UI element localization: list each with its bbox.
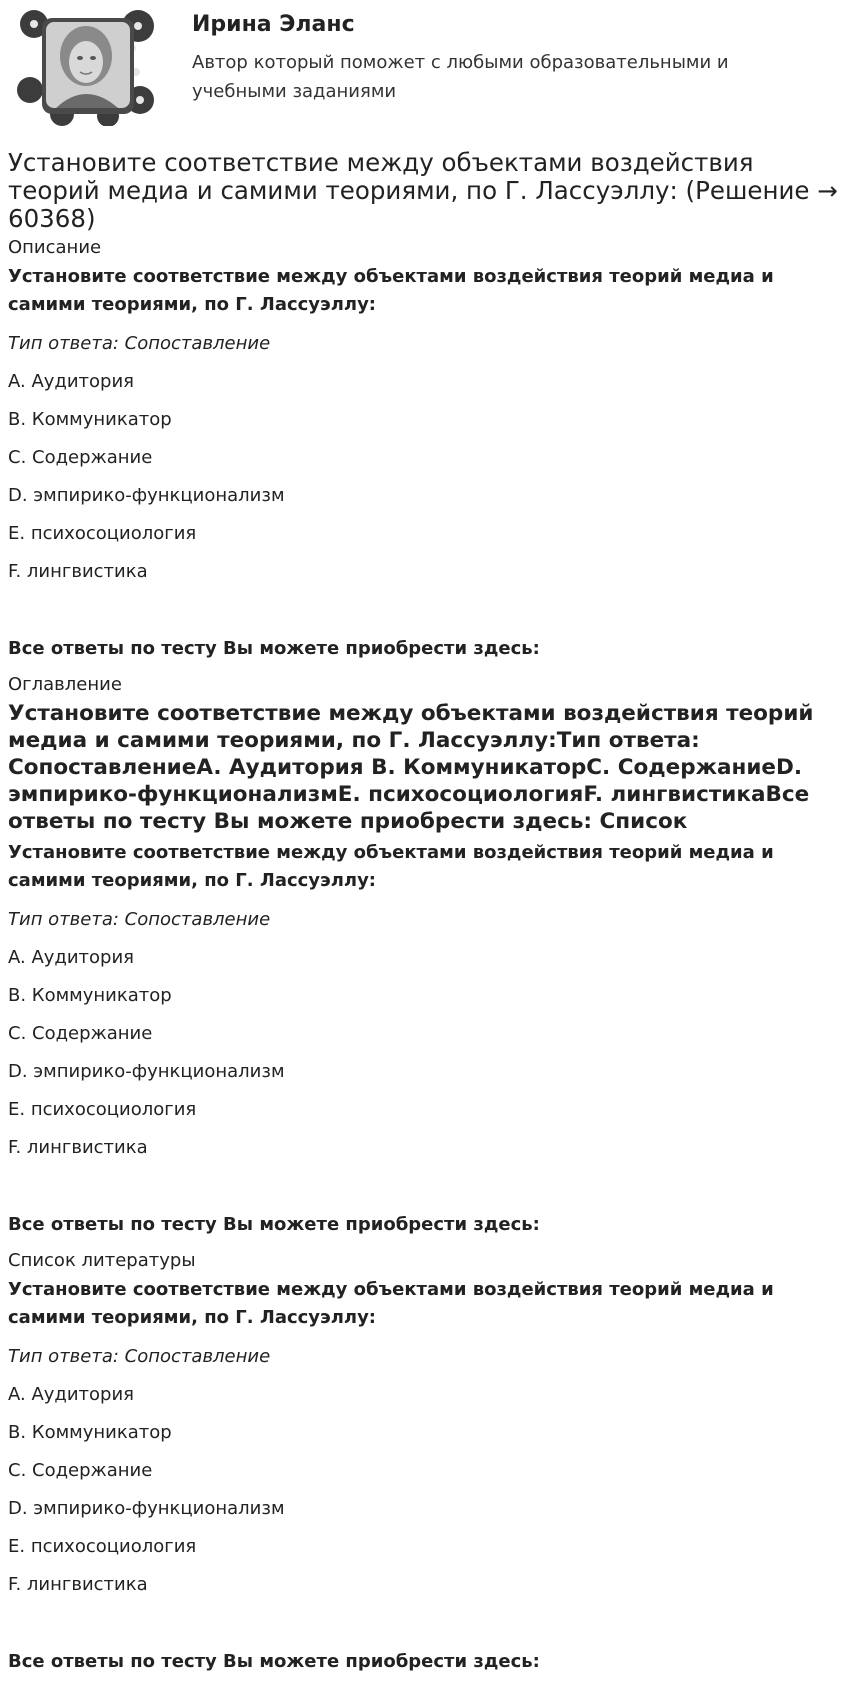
page-title: Установите соответствие между объектами воздействия теорий медиа и самими теориями, по Г. Лассуэллу: (Решение → 60368) — [8, 148, 838, 233]
option-f: F. лингвистика — [8, 1137, 148, 1158]
option-c: C. Содержание — [8, 447, 153, 468]
buy-answers-text: Все ответы по тесту Вы можете приобрести здесь: — [8, 638, 540, 659]
question-text: Установите соответствие между объектами воздействия теорий медиа и самими теориями, по Г. Лассуэллу: — [8, 1279, 774, 1328]
option-c: C. Содержание — [8, 1023, 153, 1044]
buy-answers-text: Все ответы по тесту Вы можете приобрести здесь: — [8, 1651, 540, 1672]
author-avatar[interactable] — [16, 8, 158, 126]
toc-summary: Установите соответствие между объектами воздействия теорий медиа и самими теориями, по Г. Лассуэллу:Тип ответа: СопоставлениеA. Аудитория B. КоммуникаторC. СодержаниеD. эмпирико-функционализмE. психосоциологияF. лингвистикаВсе ответы по тесту Вы можете приобрести здесь: Список — [8, 701, 814, 834]
question-text: Установите соответствие между объектами воздействия теорий медиа и самими теориями, по Г. Лассуэллу: — [8, 266, 774, 315]
option-b: B. Коммуникатор — [8, 985, 172, 1006]
description-label: Описание — [8, 237, 102, 258]
option-a: A. Аудитория — [8, 371, 134, 392]
references-label: Список литературы — [8, 1250, 196, 1271]
answer-type: Тип ответа: Сопоставление — [8, 909, 271, 930]
option-c: C. Содержание — [8, 1460, 153, 1481]
author-card — [8, 0, 839, 135]
option-e: E. психосоциология — [8, 1099, 197, 1120]
option-d: D. эмпирико-функционализм — [8, 1061, 285, 1082]
answer-type: Тип ответа: Сопоставление — [8, 333, 271, 354]
option-a: A. Аудитория — [8, 1384, 134, 1405]
author-description: Автор который поможет с любыми образовательными и учебными заданиями — [192, 52, 729, 102]
answer-type: Тип ответа: Сопоставление — [8, 1346, 271, 1367]
buy-answers-text: Все ответы по тесту Вы можете приобрести здесь: — [8, 1214, 540, 1235]
option-e: E. психосоциология — [8, 523, 197, 544]
author-name[interactable]: Ирина Эланс — [192, 12, 355, 37]
toc-label: Оглавление — [8, 674, 122, 695]
option-d: D. эмпирико-функционализм — [8, 485, 285, 506]
option-a: A. Аудитория — [8, 947, 134, 968]
option-f: F. лингвистика — [8, 561, 148, 582]
question-text: Установите соответствие между объектами воздействия теорий медиа и самими теориями, по Г. Лассуэллу: — [8, 842, 774, 891]
option-b: B. Коммуникатор — [8, 1422, 172, 1443]
option-b: B. Коммуникатор — [8, 409, 172, 430]
option-d: D. эмпирико-функционализм — [8, 1498, 285, 1519]
option-e: E. психосоциология — [8, 1536, 197, 1557]
option-f: F. лингвистика — [8, 1574, 148, 1595]
